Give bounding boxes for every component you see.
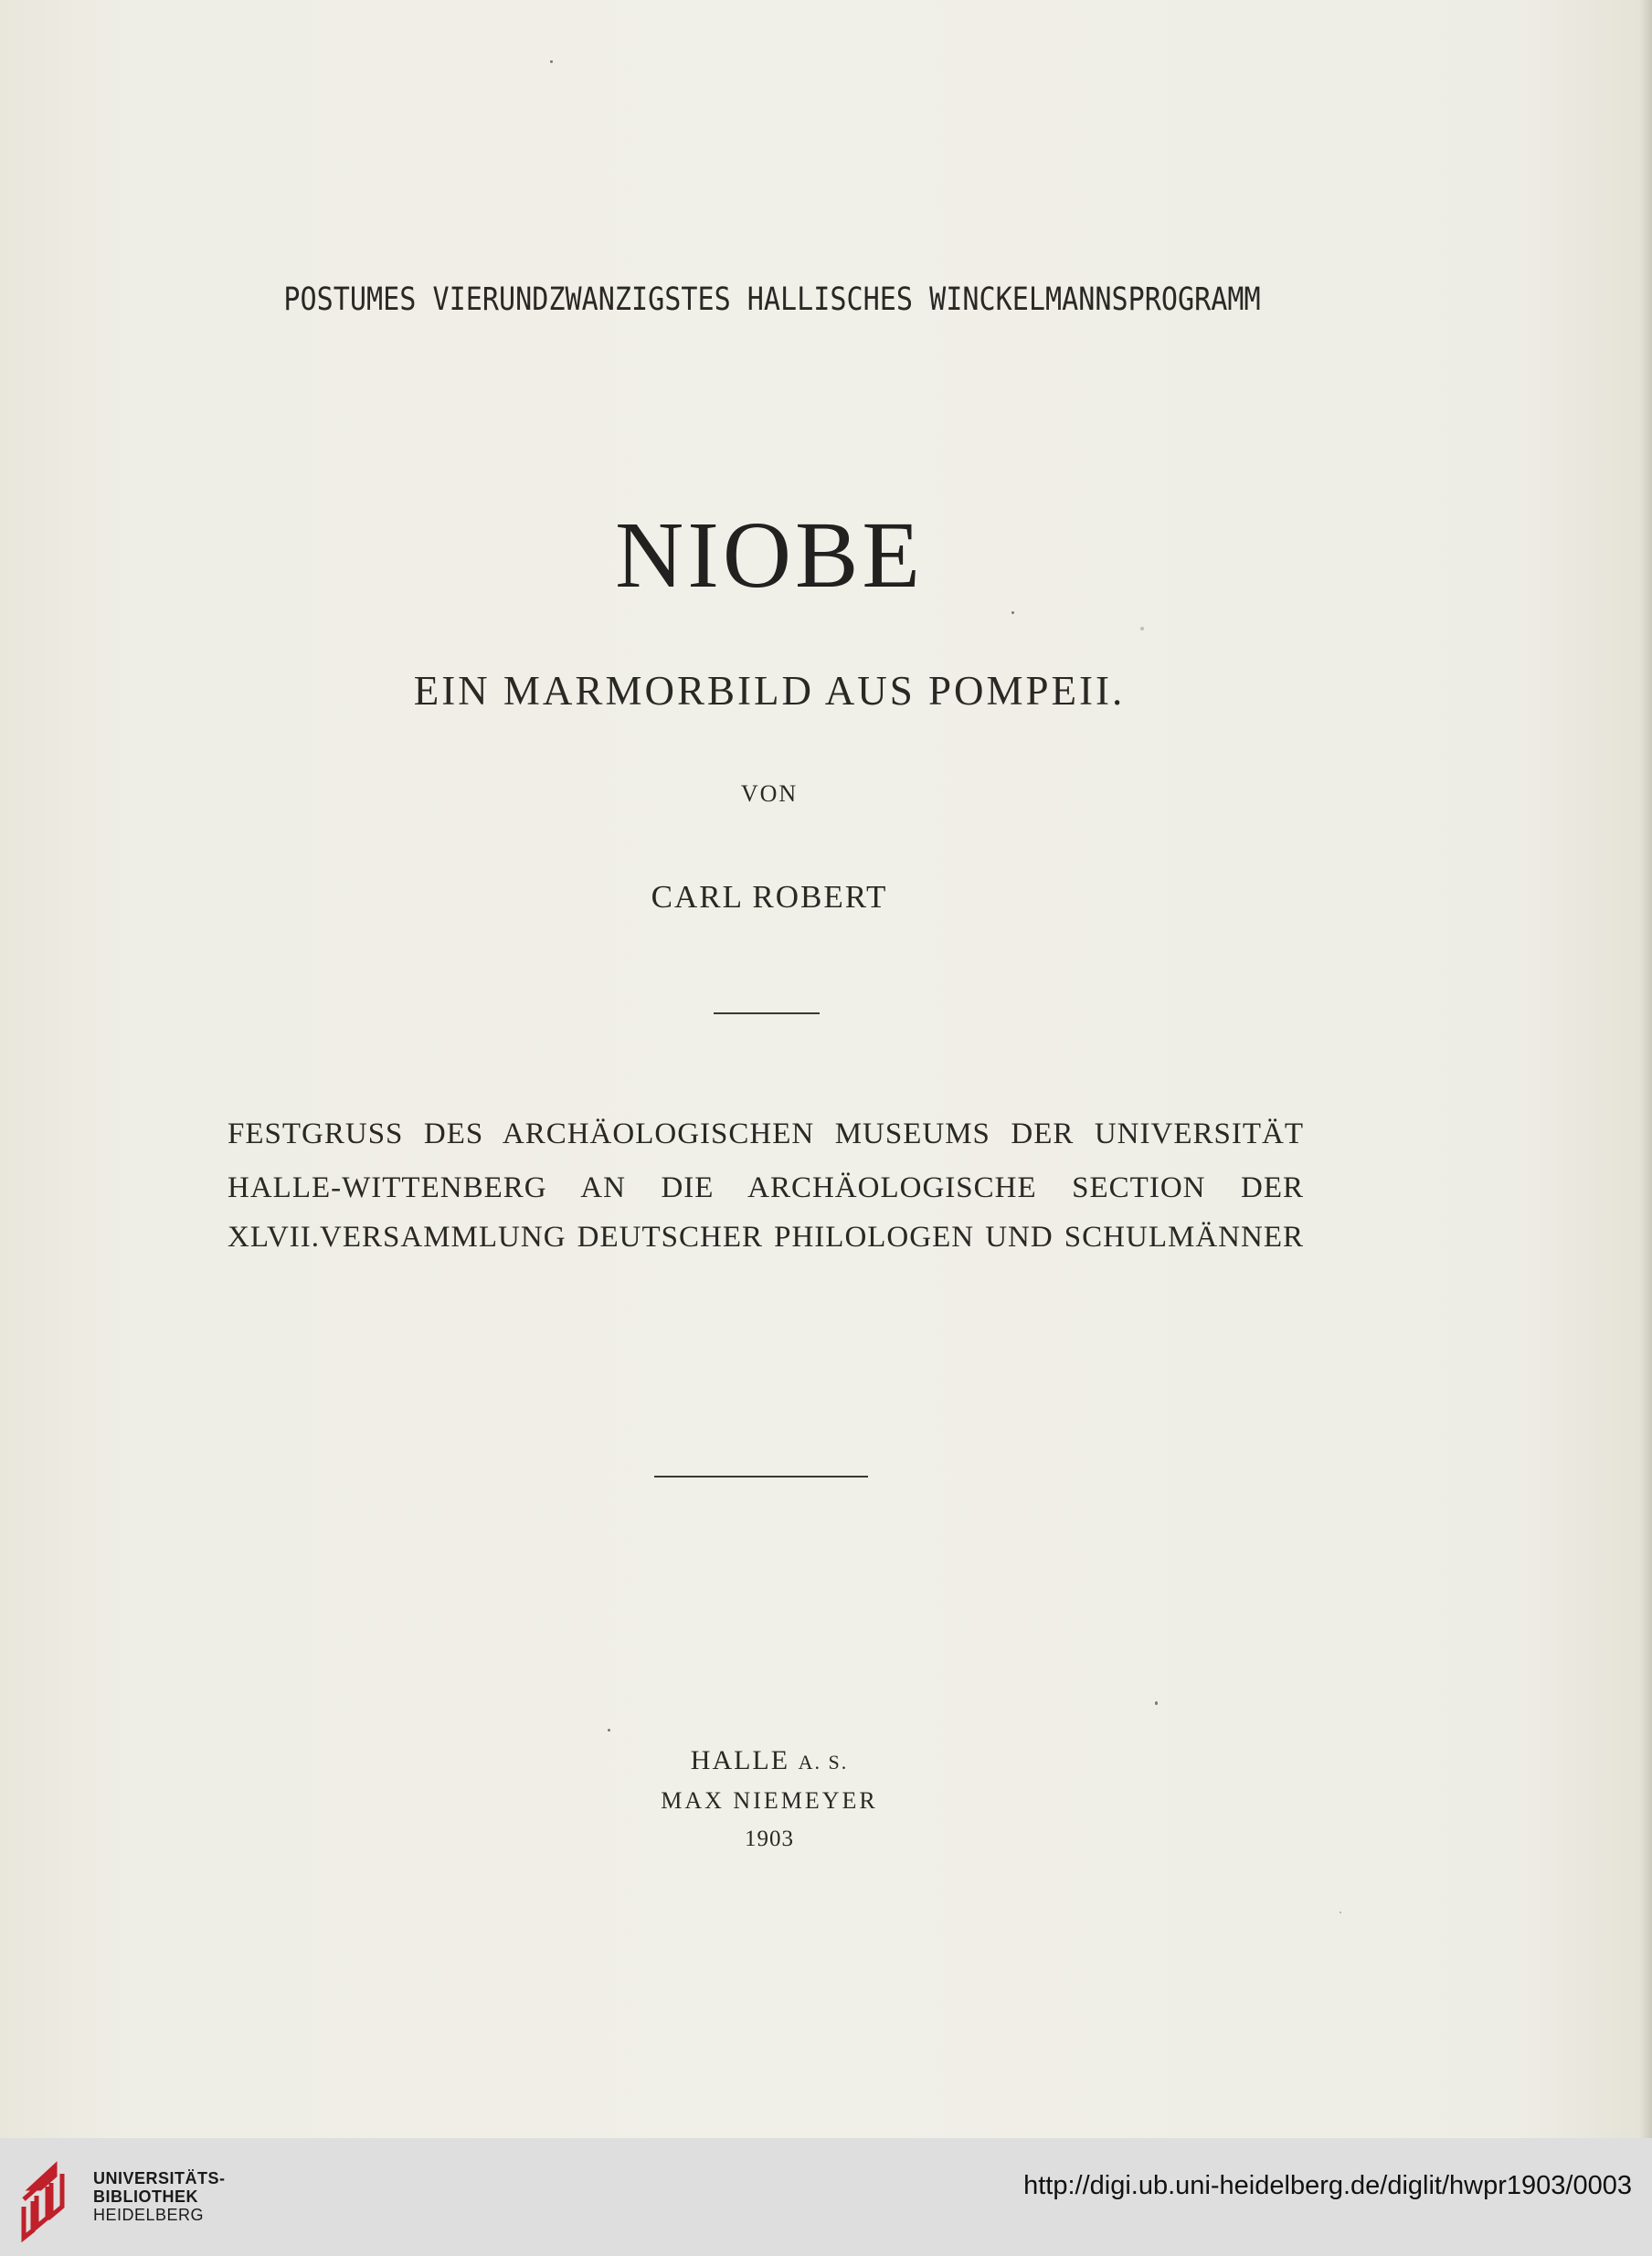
book-title: NIOBE: [615, 503, 924, 608]
book-subtitle: EIN MARMORBILD AUS POMPEII.: [413, 668, 1126, 714]
library-name-line1: UNIVERSITÄTS-: [93, 2169, 226, 2187]
page-edge-shadow: [1639, 0, 1652, 2138]
imprint-place-suffix: A. S.: [798, 1751, 849, 1774]
author-name: CARL ROBERT: [651, 879, 888, 915]
imprint-place-name: HALLE: [690, 1745, 790, 1775]
paper-speck: [1140, 627, 1144, 630]
library-name-line3: HEIDELBERG: [93, 2206, 205, 2224]
paper-speck: [1340, 1912, 1341, 1913]
dedication-line: XLVII.VERSAMMLUNG DEUTSCHER PHILOLOGEN UND SCHULMÄNNER: [228, 1221, 1304, 1254]
library-name-line2: BIBLIOTHEK: [93, 2187, 198, 2206]
divider-rule: [714, 1012, 820, 1014]
by-line: VON: [740, 780, 799, 807]
series-heading: POSTUMES VIERUNDZWANZIGSTES HALLISCHES WINCKELMANNSPROGRAMM: [283, 281, 1261, 318]
paper-speck: [1155, 1701, 1158, 1705]
dedication-line: HALLE-WITTENBERG AN DIE ARCHÄOLOGISCHE SECTION DER: [228, 1171, 1304, 1204]
imprint-year: 1903: [745, 1827, 794, 1851]
library-logo-icon: [18, 2152, 73, 2243]
divider-rule: [654, 1476, 868, 1478]
dedication-line: FESTGRUSS DES ARCHÄOLOGISCHEN MUSEUMS DER UNIVERSITÄT: [228, 1117, 1304, 1150]
paper-speck: [550, 60, 553, 63]
imprint-publisher: MAX NIEMEYER: [661, 1787, 878, 1814]
paper-speck: [1011, 611, 1014, 614]
source-url[interactable]: http://digi.ub.uni-heidelberg.de/diglit/hwpr1903/0003: [1023, 2171, 1632, 2200]
imprint-place: [0, 1745, 1539, 1776]
paper-speck: [608, 1729, 610, 1732]
